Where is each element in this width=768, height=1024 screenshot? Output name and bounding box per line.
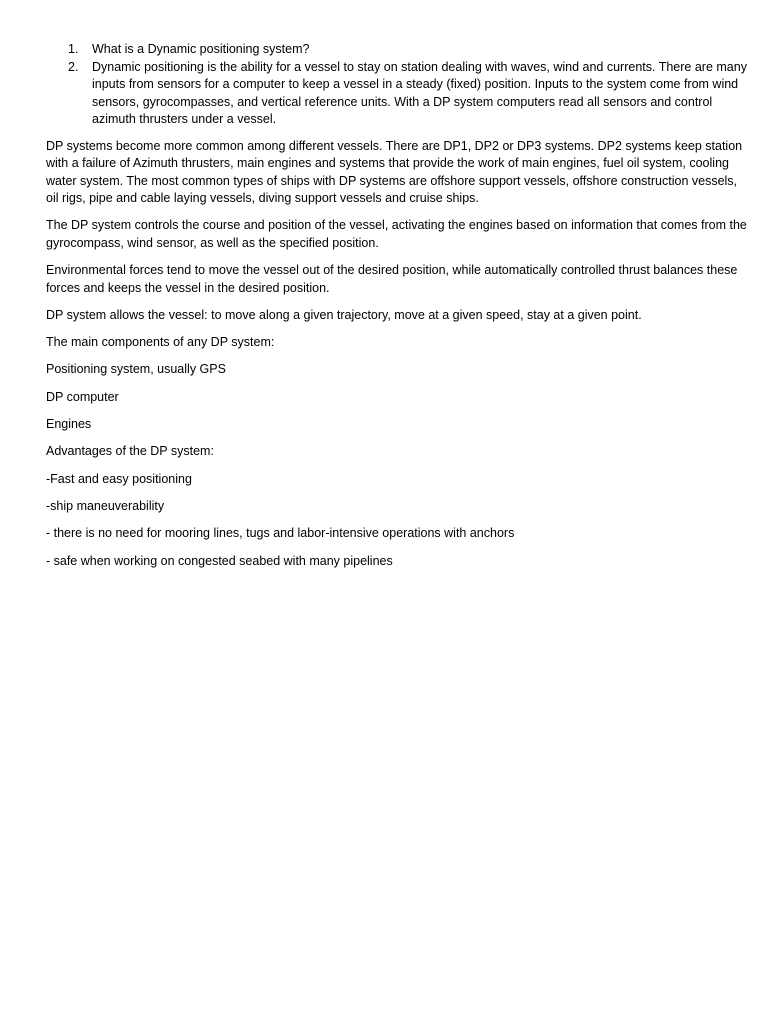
paragraph-environmental-forces: Environmental forces tend to move the vessel out of the desired position, while automatically controlled thrust balances these forces and keeps the vessel in the desired position. [46, 263, 738, 295]
paragraph-advantage-safe-seabed: - safe when working on congested seabed with many pipelines [46, 553, 393, 568]
paragraph-dp-controls-course: The DP system controls the course and position of the vessel, activating the engines based on information that comes from the gyrocompass, wind sensor, as well as the specified position. [46, 218, 747, 250]
list-item-text: Dynamic positioning is the ability for a vessel to stay on station dealing with waves, wind and currents. There are many inputs from sensors for a computer to keep a vessel in a steady (fixed) position. Inputs to the system come from wind sensors, gyrocompasses, and vertical reference units. With a DP system computers read all sensors and control azimuth thrusters under a vessel. [92, 59, 747, 126]
list-item-text: What is a Dynamic positioning system? [92, 42, 310, 56]
list-item [46, 41, 752, 59]
list-item [46, 59, 752, 129]
paragraph-main-components-heading: The main components of any DP system: [46, 335, 275, 350]
paragraph-dp-allows: DP system allows the vessel: to move along a given trajectory, move at a given speed, stay at a given point. [46, 307, 642, 322]
paragraph-advantage-positioning: -Fast and easy positioning [46, 471, 192, 486]
list-item-number: 1. [68, 42, 79, 56]
paragraph-advantage-no-mooring: - there is no need for mooring lines, tugs and labor-intensive operations with anchors [46, 526, 515, 541]
numbered-list [46, 41, 752, 129]
paragraph-dp-systems-common: DP systems become more common among different vessels. There are DP1, DP2 or DP3 systems. DP2 systems keep station with a failure of Azimuth thrusters, main engines and systems that provide the work of main engines, fuel oil system, cooling water system. The most common types of ships with DP systems are offshore support vessels, offshore construction vessels, oil rigs, pipe and cable laying vessels, diving support vessels and cruise ships. [46, 138, 743, 205]
paragraph-component-engines: Engines [46, 417, 92, 432]
document-page [46, 41, 752, 580]
paragraph-advantage-maneuverability: -ship maneuverability [46, 498, 165, 513]
list-item-number: 2. [68, 59, 79, 74]
paragraph-advantages-heading: Advantages of the DP system: [46, 444, 214, 459]
paragraph-component-computer: DP computer [46, 389, 119, 404]
paragraph-component-positioning: Positioning system, usually GPS [46, 362, 226, 377]
